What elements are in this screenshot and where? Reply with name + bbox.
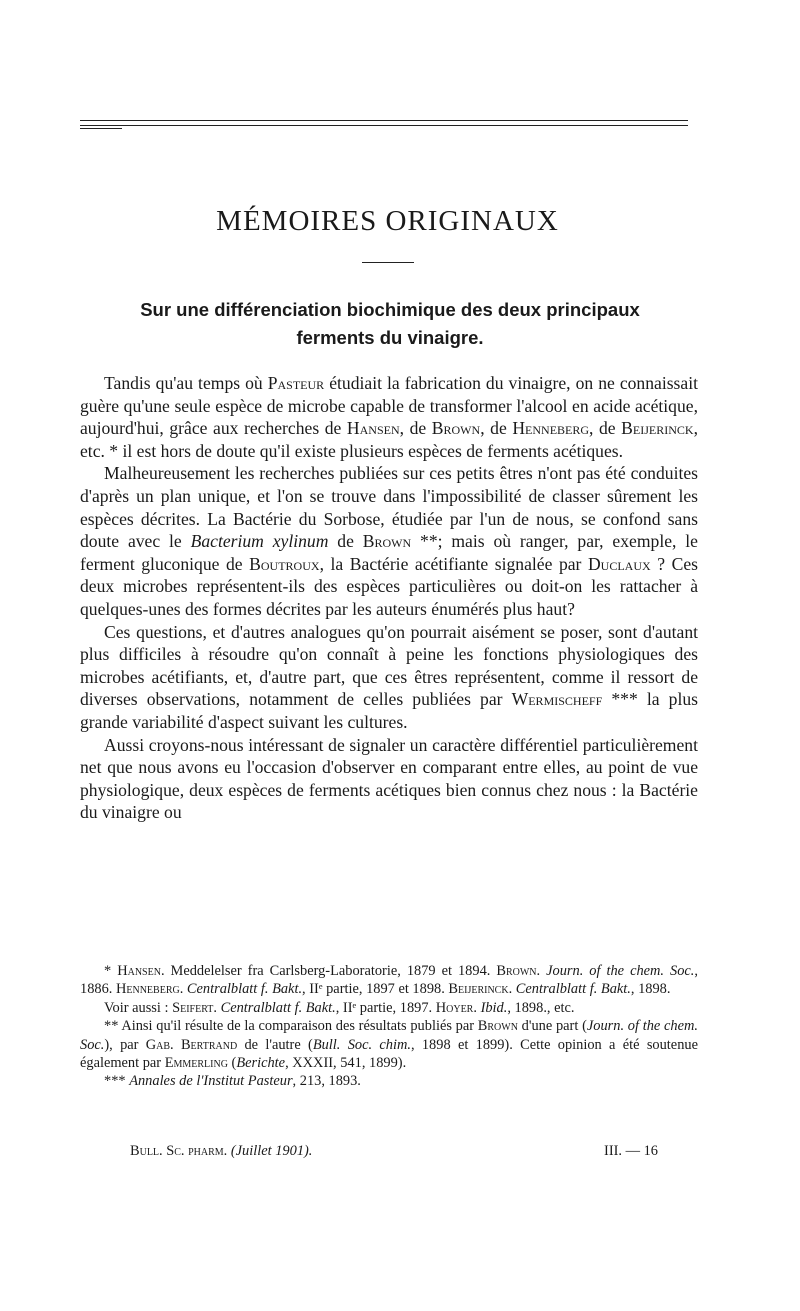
top-rule-short — [80, 128, 122, 129]
text: , la Bactérie acétifiante signalée par — [319, 553, 588, 574]
text: Tandis qu'au temps où — [104, 373, 268, 393]
paragraph-4: Aussi croyons-nous intéressant de signaler un caractère différentiel particulièrement net que nous avons eu l'occasion d'observer en comparant entre elles, au point de vue physiologique, deux espèces de ferments acétiques bien connus chez nous : la Bactérie du vinaigre ou — [80, 734, 698, 823]
text: ** Ainsi qu'il résulte de la comparaison des résultats publiés par — [104, 1018, 478, 1035]
author-hansen: Hansen — [346, 418, 400, 439]
text: , de — [589, 418, 622, 439]
text: ? Ces deux microbes représentent-ils des espèces particulières ou doit-on les rattacher à quelques-unes des formes décrites par les auteurs énumérés plus haut? — [80, 553, 698, 619]
text: , 1886. — [80, 963, 699, 998]
footnote-3 — [80, 1072, 698, 1090]
text: **; mais où ranger, par, exemple, le ferment gluconique de — [80, 531, 698, 574]
paragraph-2 — [80, 462, 698, 620]
author-seifert: Seifert — [172, 999, 214, 1016]
article-body — [80, 372, 698, 824]
paragraph-1 — [80, 372, 698, 462]
author-emmerling: Emmerling — [164, 1055, 228, 1072]
species-name: Bacterium xylinum — [190, 531, 329, 552]
article-title-line2: ferments du vinaigre. — [296, 327, 484, 348]
top-rule-second — [80, 125, 688, 126]
author-boutroux: Boutroux — [249, 553, 320, 574]
text: , 1898., etc. — [507, 999, 575, 1016]
text: , 213, 1893. — [292, 1073, 361, 1090]
article-title — [80, 296, 700, 352]
text: d'une part ( — [517, 1018, 587, 1035]
journal-title: Berichte — [236, 1055, 286, 1072]
paragraph-3 — [80, 621, 698, 734]
text: , 1898 et 1899). Cette opinion a été soutenue également par — [80, 1036, 698, 1072]
text: . — [473, 999, 481, 1016]
author-beijerinck: Beijerinck — [621, 418, 694, 439]
author-pasteur: Pasteur — [267, 373, 325, 393]
text: . — [536, 963, 547, 979]
journal-title: Bull. Soc. chim. — [312, 1036, 411, 1053]
footnotes — [80, 962, 698, 1091]
author-henneberg: Henneberg — [512, 418, 590, 439]
author-beijerinck: Beijerinck — [448, 981, 509, 998]
footnote-2 — [80, 1017, 698, 1072]
text: . — [179, 981, 187, 998]
text: ( — [227, 1055, 237, 1072]
text: Malheureusement les recherches publiées sur ces petits êtres n'ont pas été conduites d'après un plan unique, et l'on se trouve dans l'impossibilité de classer sûrement les espèces décrites. La Bactérie du Sorbose, étudiée par l'un de nous, se confond sans doute avec le — [80, 463, 698, 552]
text: . Meddelelser fra Carlsberg-Laboratorie, 1879 et 1894. — [160, 963, 497, 979]
top-rule — [80, 120, 688, 121]
author-hoyer: Hoyer — [435, 999, 474, 1016]
footer-citation — [130, 1143, 312, 1160]
footnote-1-cont — [80, 999, 698, 1017]
text: , IIᵉ partie, 1897. — [335, 999, 436, 1016]
author-brown: Brown — [477, 1018, 518, 1035]
text: *** la plus grande variabilité d'aspect suivant les cultures. — [80, 689, 698, 732]
text: *** — [104, 1073, 130, 1090]
journal-title: Ibid. — [480, 999, 508, 1016]
text: . — [508, 981, 516, 998]
journal-title: Centralblatt f. Bakt. — [220, 999, 336, 1016]
author-hansen: Hansen — [117, 963, 161, 979]
text: , de — [399, 418, 432, 439]
text: , 1898. — [630, 981, 671, 998]
journal-title: Annales de l'Institut Pasteur — [129, 1073, 293, 1090]
footnote-1 — [80, 962, 698, 999]
footer-date: (Juillet 1901). — [230, 1143, 313, 1159]
section-heading: MÉMOIRES ORIGINAUX — [216, 205, 559, 237]
journal-title: Centralblatt f. Bakt. — [186, 981, 303, 998]
footer-page-number: III. — 16 — [604, 1143, 658, 1159]
author-brown: Brown — [362, 531, 412, 552]
text: étudiait la fabrication du vinaigre, on ne connaissait guère qu'une seule espèce de microbe capable de transformer l'alcool en acide acétique, aujourd'hui, grâce aux recherches de — [80, 373, 698, 439]
text: * — [104, 963, 118, 979]
text: de — [328, 531, 363, 552]
author-henneberg: Henneberg — [115, 981, 180, 998]
text: ), par — [104, 1036, 146, 1053]
text: . — [213, 999, 221, 1016]
article-title-line1: Sur une différenciation biochimique des deux principaux — [140, 299, 640, 320]
text: de l'autre ( — [237, 1036, 313, 1053]
text: , de — [480, 418, 513, 439]
text: , IIᵉ partie, 1897 et 1898. — [302, 981, 449, 998]
journal-title: Centralblatt f. Bakt. — [515, 981, 631, 998]
text: , XXXII, 541, 1899). — [285, 1055, 407, 1072]
text: Ces questions, et d'autres analogues qu'on pourrait aisément se poser, sont d'autant plus difficiles à résoudre qu'on connaît à peine les fonctions physiologiques des microbes acétifiants, et, d'autre part, que ces êtres représentent, comme il ressort de diverses observations, notamment de celles publiées par — [80, 621, 698, 710]
author-brown: Brown — [496, 963, 537, 979]
journal-title: Journ. of the chem. Soc. — [546, 963, 695, 979]
heading-separator — [362, 262, 414, 263]
author-bertrand: Gab. Bertrand — [145, 1036, 238, 1053]
journal-title: Journ. of the chem. Soc. — [80, 1018, 698, 1053]
text: Voir aussi : — [104, 999, 173, 1016]
author-wermischeff: Wermischeff — [511, 689, 603, 710]
footer-journal: Bull. Sc. pharm. — [130, 1143, 228, 1159]
author-duclaux: Duclaux — [587, 553, 651, 574]
text: , etc. * il est hors de doute qu'il existe plusieurs espèces de ferments acétiques. — [80, 418, 698, 461]
author-brown: Brown — [431, 418, 481, 439]
